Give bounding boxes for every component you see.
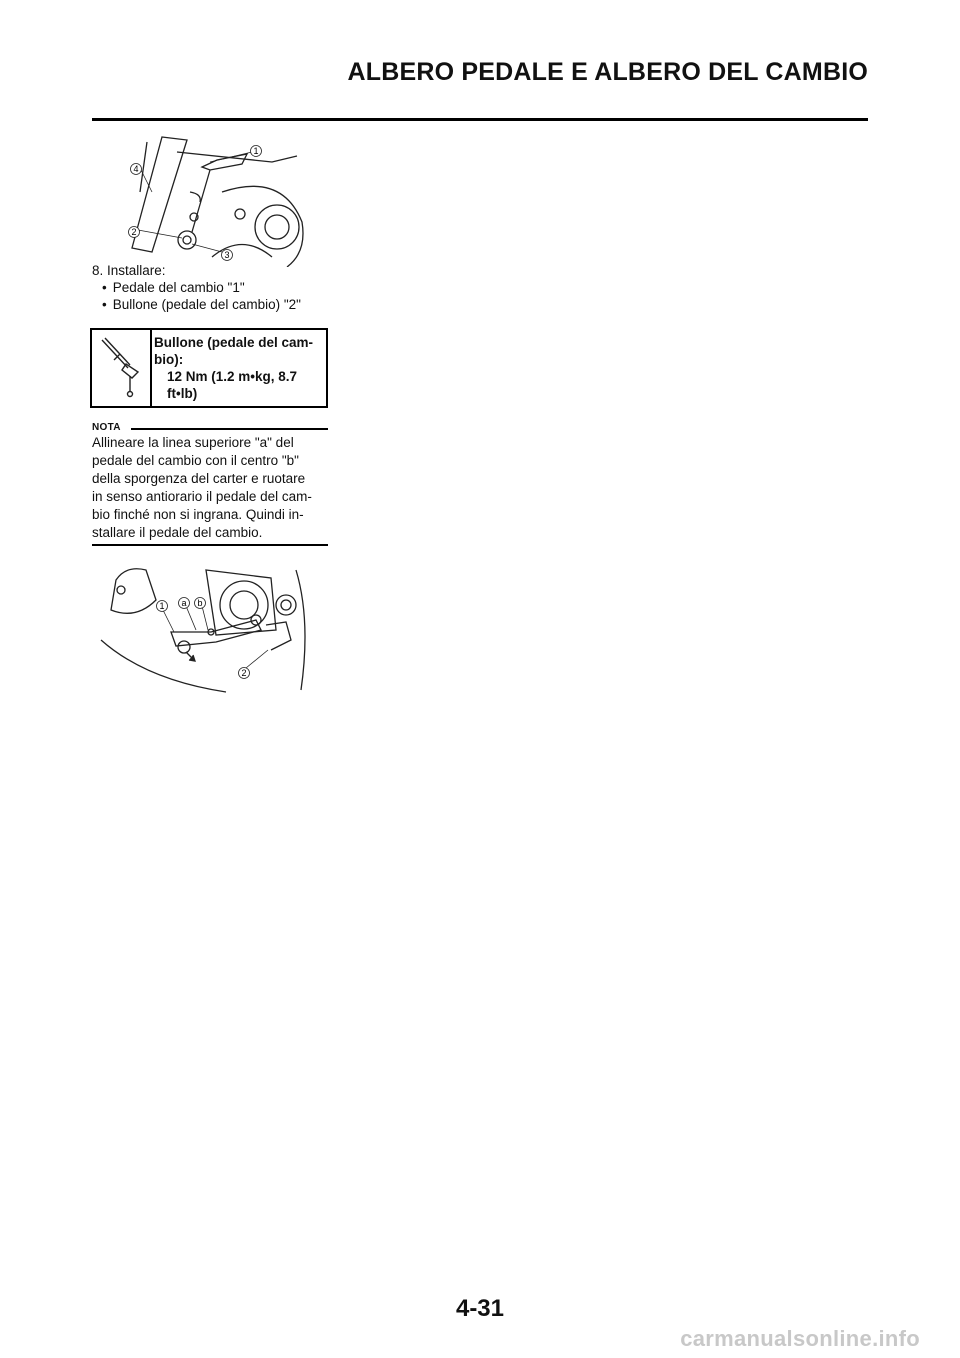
- step-heading: 8. Installare:: [92, 263, 166, 278]
- step-bullet: • Pedale del cambio "1": [92, 279, 301, 296]
- nota-line: bio finché non si ingrana. Quindi in-: [92, 507, 304, 522]
- nota-divider-top: [131, 428, 328, 430]
- nota-line: della sporgenza del carter e ruotare: [92, 471, 306, 486]
- nota-divider-bottom: [92, 544, 328, 546]
- torque-spec-box: [90, 328, 328, 408]
- nota-label: NOTA: [92, 422, 121, 433]
- figure-shift-pedal: [92, 132, 332, 267]
- callout-2: 2: [131, 227, 137, 237]
- callout-b: b: [197, 598, 203, 608]
- torque-value: 12 Nm (1.2 m•kg, 8.7: [167, 369, 298, 384]
- site-watermark: carmanualsonline.info: [680, 1326, 920, 1351]
- callout-2: 2: [241, 668, 247, 678]
- nota-line: pedale del cambio con il centro "b": [92, 453, 299, 468]
- torque-wrench-icon: [92, 330, 148, 406]
- torque-value: ft•lb): [167, 386, 198, 401]
- nota-text: [92, 434, 332, 542]
- callout-a: a: [181, 598, 187, 608]
- figure-pedal-alignment: [96, 560, 326, 695]
- install-step: [92, 262, 301, 313]
- callout-3: 3: [224, 250, 230, 260]
- page-number: 4-31: [455, 1295, 505, 1322]
- callout-4: 4: [133, 164, 139, 174]
- step-bullet: • Bullone (pedale del cambio) "2": [92, 296, 301, 313]
- header-divider: [92, 118, 868, 121]
- torque-icon-cell: [92, 330, 152, 406]
- callout-1: 1: [253, 146, 259, 156]
- torque-label: bio):: [154, 352, 184, 367]
- page-title: ALBERO PEDALE E ALBERO DEL CAMBIO: [347, 58, 868, 86]
- torque-spec-text: [154, 334, 322, 402]
- torque-label: Bullone (pedale del cam-: [154, 335, 314, 350]
- nota-line: in senso antiorario il pedale del cam-: [92, 489, 312, 504]
- callout-1: 1: [159, 601, 165, 611]
- nota-line: stallare il pedale del cambio.: [92, 525, 263, 540]
- nota-line: Allineare la linea superiore "a" del: [92, 435, 294, 450]
